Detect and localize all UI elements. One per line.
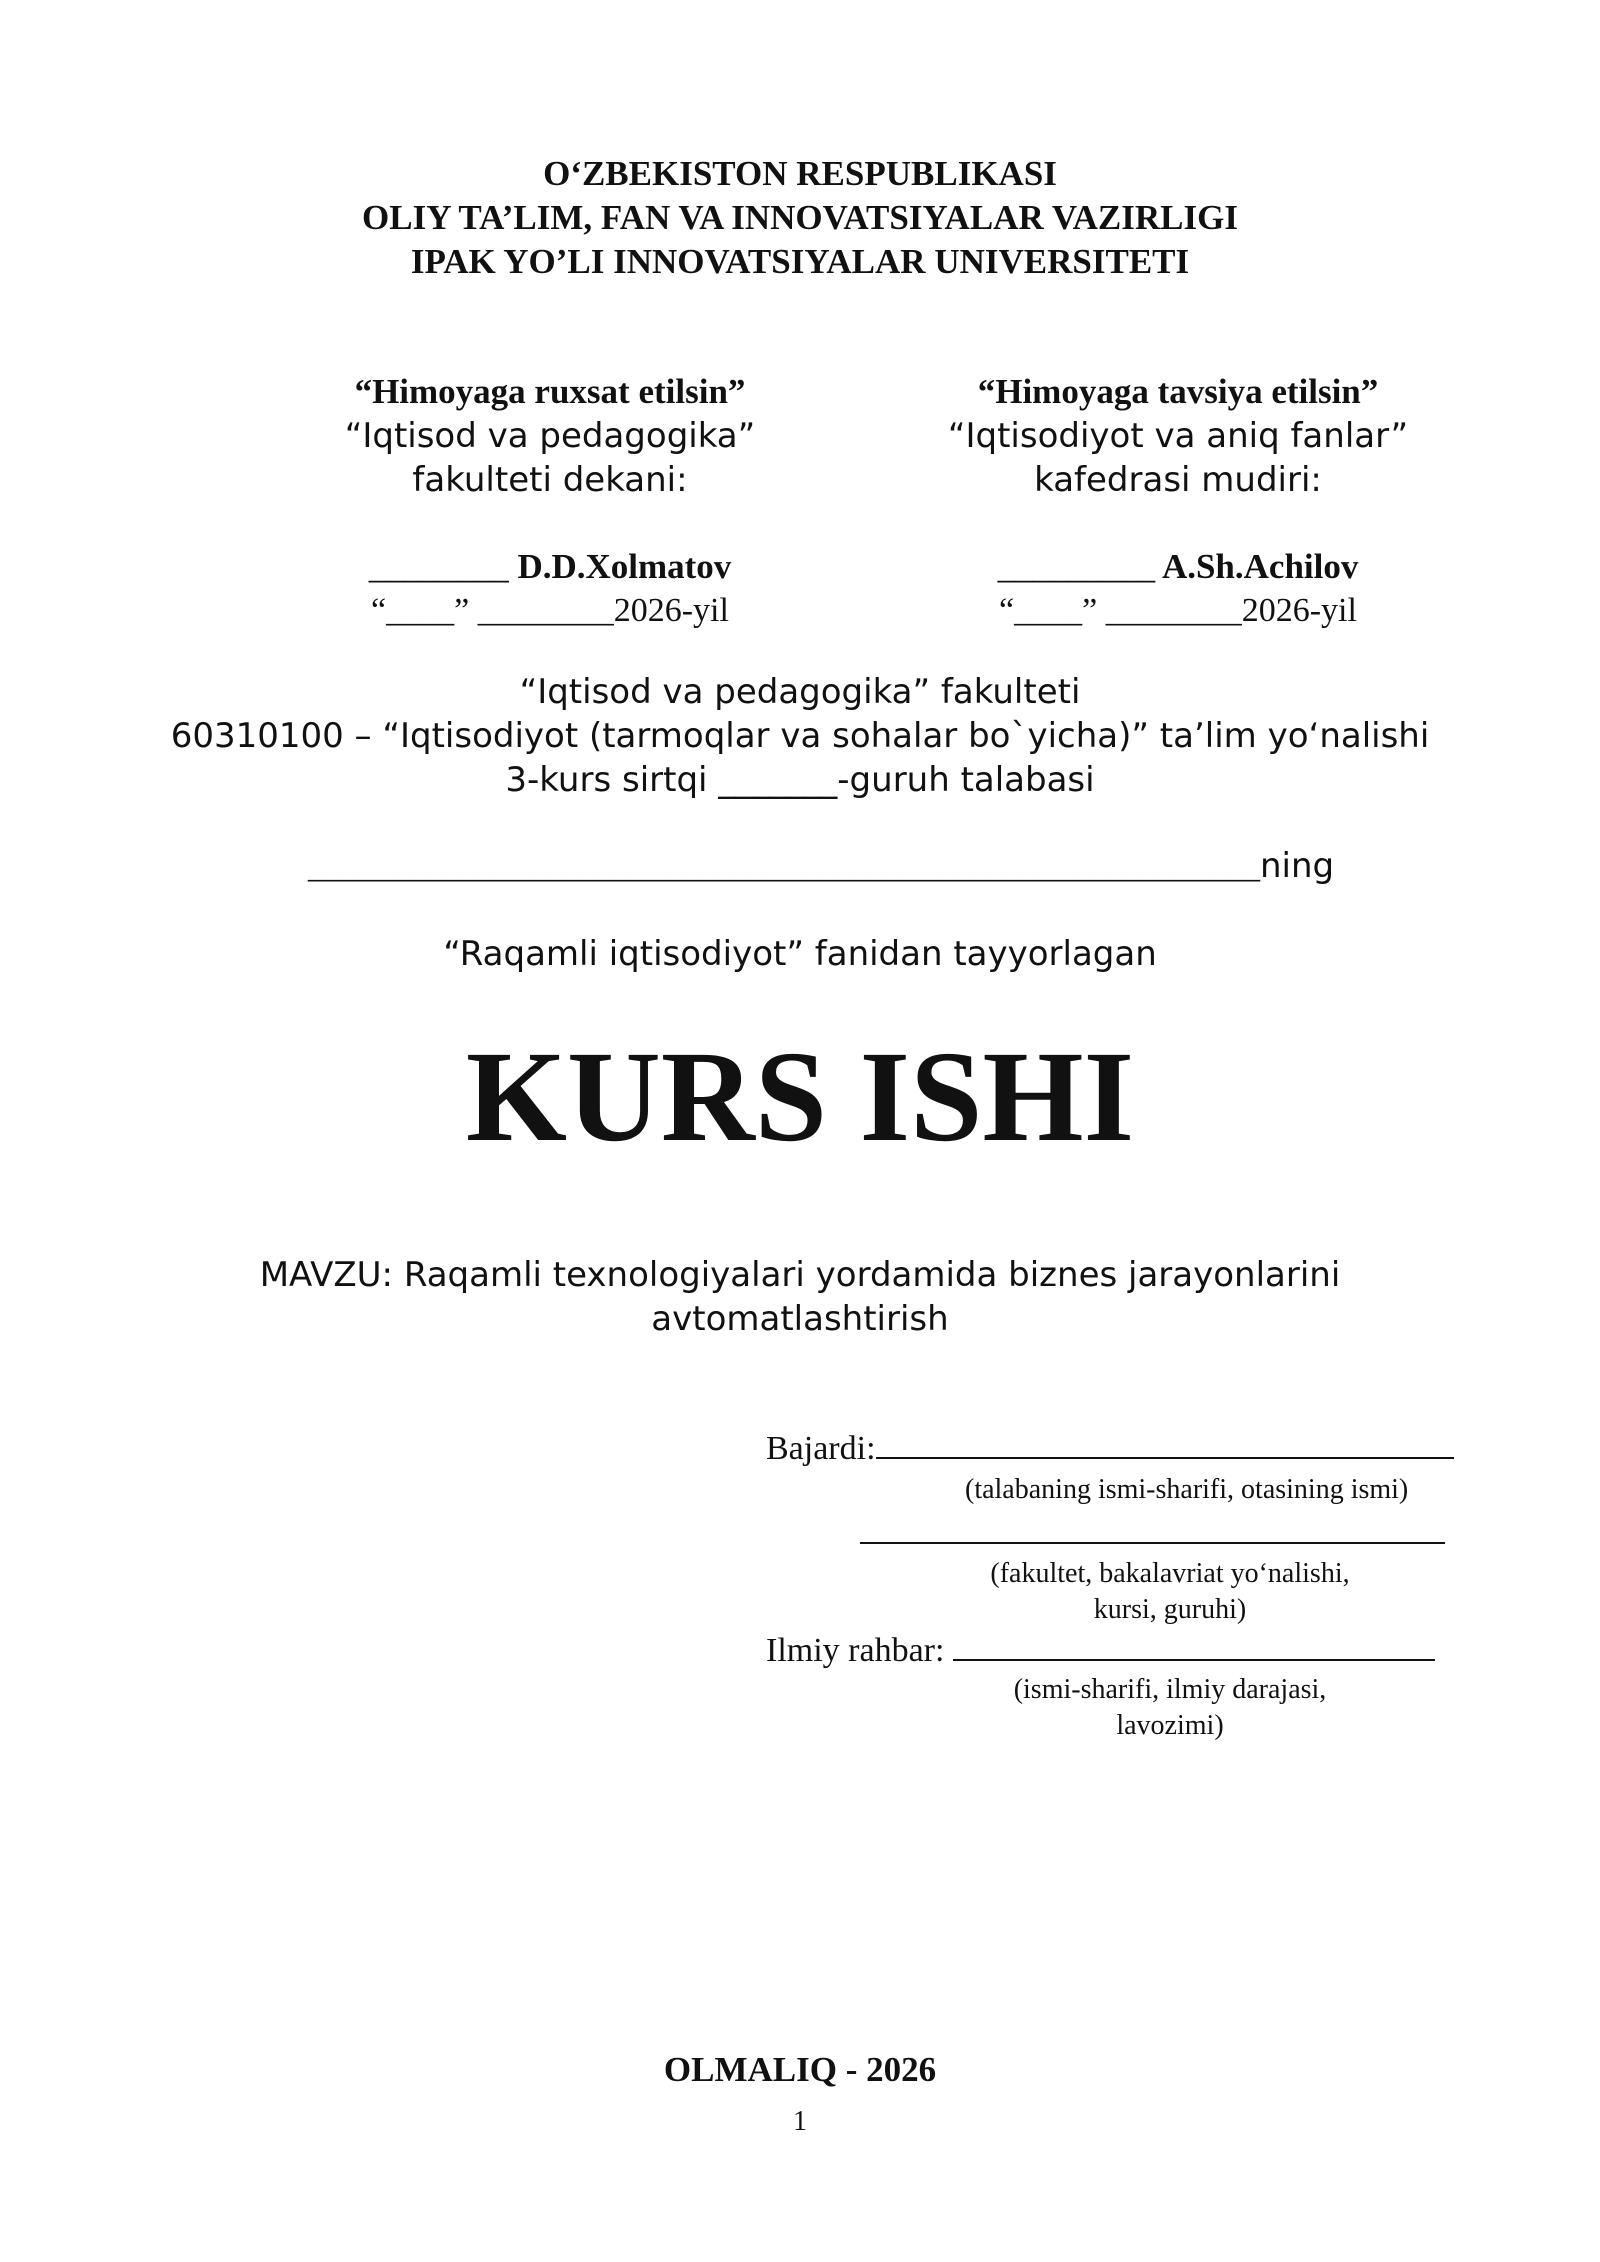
left-approver-name: D.D.Xolmatov [508, 547, 732, 586]
supervisor-name-blank [953, 1633, 1435, 1661]
performer-hint-1: (talabaning ismi-sharifi, otasining ismi) [965, 1474, 1409, 1505]
left-approval-date: “____” ________2026-yil [371, 592, 729, 629]
left-signature-blank: ________ [368, 547, 509, 586]
student-info [0, 670, 1600, 802]
topic-block [0, 1253, 1600, 1341]
topic-line-1: MAVZU: Raqamli texnologiyalari yordamida biznes jarayonlarini [259, 1255, 1341, 1295]
student-name-suffix: ning [1260, 846, 1335, 886]
right-approval-block [898, 370, 1458, 633]
page-number: 1 [793, 2106, 807, 2137]
performer-label: Bajardi: [766, 1430, 876, 1467]
supervisor-hint-a: (ismi-sharifi, ilmiy darajasi, [1013, 1674, 1327, 1705]
performer-name-blank [876, 1431, 1454, 1459]
right-signature-blank: _________ [997, 547, 1156, 586]
right-approval-signature [898, 545, 1458, 589]
right-approval-date: “____” ________2026-yil [999, 592, 1357, 629]
left-approval-signature [270, 545, 830, 589]
supervisor-hint-b: lavozimi) [1116, 1710, 1224, 1741]
document-title: KURS ISHI [465, 1025, 1135, 1169]
student-name-line [308, 844, 1334, 889]
subject-line: “Raqamli iqtisodiyot” fanidan tayyorlagan [443, 934, 1157, 974]
faculty-line: “Iqtisod va pedagogika” fakulteti [519, 672, 1081, 712]
topic-line-2: avtomatlashtirish [651, 1299, 949, 1339]
supervisor-row [766, 1629, 1435, 1673]
performer-hint-2b: kursi, guruhi) [1093, 1594, 1247, 1625]
header-line-3: IPAK YO’LI INNOVATSIYALAR UNIVERSITETI [410, 242, 1190, 281]
right-approval-line2: kafedrasi mudiri: [1034, 460, 1322, 500]
header-line-2: OLIY TA’LIM, FAN VA INNOVATSIYALAR VAZIRLIGI [362, 198, 1238, 237]
right-approval-title: “Himoyaga tavsiya etilsin” [977, 372, 1379, 411]
student-name-blank: ________________________________________________________ [308, 848, 1260, 885]
university-header [0, 152, 1600, 284]
specialty-line: 60310100 – “Iqtisodiyot (tarmoqlar va sohalar bo`yicha)” ta’lim yo‘nalishi [170, 716, 1430, 756]
left-approval-line2: fakulteti dekani: [412, 460, 688, 500]
supervisor-hint [900, 1672, 1440, 1744]
performer-row [766, 1427, 1454, 1471]
course-line: 3-kurs sirtqi _______-guruh talabasi [505, 760, 1095, 800]
performer-hint-2 [900, 1556, 1440, 1628]
left-approval-title: “Himoyaga ruxsat etilsin” [354, 372, 746, 411]
header-line-1: O‘ZBEKISTON RESPUBLIKASI [543, 154, 1057, 193]
supervisor-label: Ilmiy rahbar: [766, 1632, 953, 1669]
faculty-blank-line [860, 1542, 1445, 1544]
right-approver-name: A.Sh.Achilov [1155, 547, 1359, 586]
left-approval-block [270, 370, 830, 633]
performer-hint-2a: (fakultet, bakalavriat yo‘nalishi, [990, 1558, 1350, 1589]
place-year: OLMALIQ - 2026 [663, 2050, 937, 2089]
right-approval-line1: “Iqtisodiyot va aniq fanlar” [947, 416, 1409, 456]
left-approval-line1: “Iqtisod va pedagogika” [344, 416, 756, 456]
